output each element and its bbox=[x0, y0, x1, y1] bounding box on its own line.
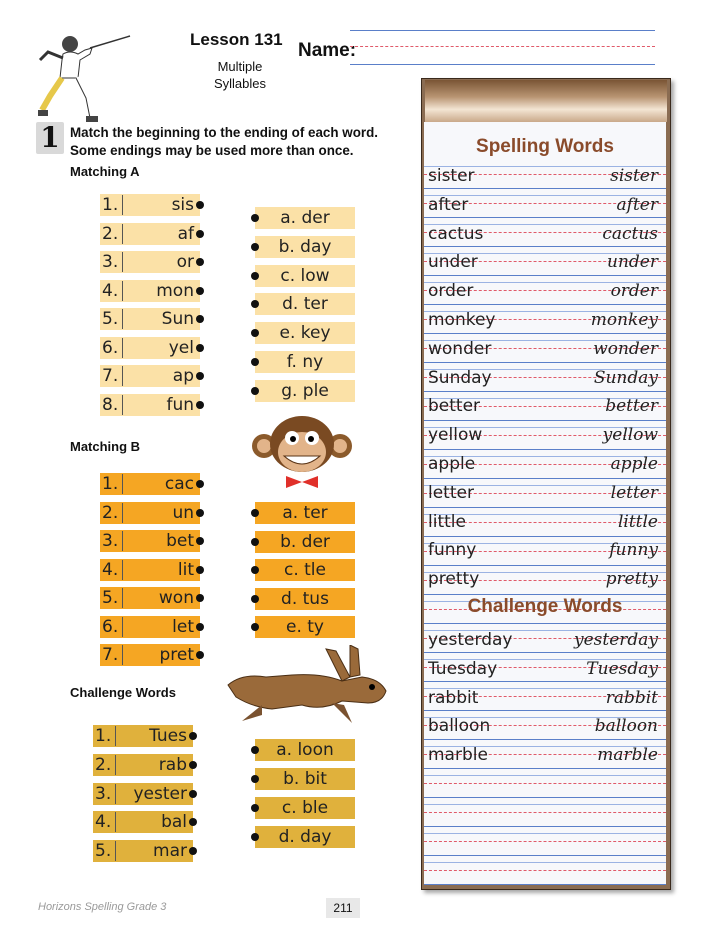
match-dot-icon[interactable] bbox=[189, 790, 197, 798]
match-left-item[interactable] bbox=[100, 337, 200, 359]
spelling-word-print: rabbit bbox=[428, 687, 479, 708]
fencer-illustration bbox=[30, 28, 135, 128]
match-left-item[interactable] bbox=[100, 251, 200, 273]
item-number: 5. bbox=[95, 841, 112, 862]
word-beginning: Tues bbox=[149, 726, 187, 746]
match-left-item[interactable] bbox=[93, 725, 193, 747]
item-number: 5. bbox=[102, 588, 119, 608]
match-dot-icon[interactable] bbox=[196, 537, 204, 545]
match-dot-icon[interactable] bbox=[251, 804, 259, 812]
word-beginning: un bbox=[172, 502, 194, 523]
spelling-word-print: marble bbox=[428, 745, 488, 766]
match-dot-icon[interactable] bbox=[189, 818, 197, 826]
match-right-item[interactable] bbox=[255, 588, 355, 610]
instruction-line2: Some endings may be used more than once. bbox=[70, 143, 354, 158]
word-ending: c. low bbox=[280, 265, 330, 286]
item-number: 7. bbox=[102, 366, 119, 386]
spelling-word-print: funny bbox=[428, 540, 477, 561]
match-right-item[interactable] bbox=[255, 797, 355, 819]
spelling-word-cursive: cactus bbox=[602, 223, 658, 244]
match-dot-icon[interactable] bbox=[251, 329, 259, 337]
match-dot-icon[interactable] bbox=[251, 538, 259, 546]
item-number: 4. bbox=[102, 280, 119, 301]
page-number: 211 bbox=[326, 898, 360, 918]
spelling-word-print: little bbox=[428, 511, 466, 532]
match-dot-icon[interactable] bbox=[251, 595, 259, 603]
match-left-item[interactable] bbox=[100, 616, 200, 638]
item-number: 2. bbox=[102, 223, 119, 244]
match-dot-icon[interactable] bbox=[196, 623, 204, 631]
word-beginning: af bbox=[177, 223, 194, 244]
word-beginning: mar bbox=[153, 841, 187, 862]
match-right-item[interactable] bbox=[255, 207, 355, 229]
match-right-item[interactable] bbox=[255, 559, 355, 581]
spelling-word-print: wonder bbox=[428, 338, 492, 359]
match-dot-icon[interactable] bbox=[251, 272, 259, 280]
word-beginning: pret bbox=[159, 645, 194, 665]
match-right-item[interactable] bbox=[255, 616, 355, 638]
word-beginning: yester bbox=[133, 783, 187, 804]
spelling-word-cursive: Tuesday bbox=[586, 658, 658, 679]
spelling-word-cursive: letter bbox=[610, 482, 658, 503]
spelling-word-cursive: balloon bbox=[594, 716, 658, 737]
word-ending: a. loon bbox=[276, 740, 334, 760]
item-number: 2. bbox=[102, 502, 119, 523]
match-left-item[interactable] bbox=[100, 587, 200, 609]
match-dot-icon[interactable] bbox=[251, 623, 259, 631]
match-dot-icon[interactable] bbox=[189, 732, 197, 740]
word-ending: d. ter bbox=[282, 294, 328, 315]
word-ending: e. key bbox=[279, 323, 331, 344]
item-number: 5. bbox=[102, 309, 119, 329]
item-number: 6. bbox=[102, 337, 119, 358]
word-ending: c. tle bbox=[283, 560, 326, 580]
word-beginning: let bbox=[172, 616, 194, 637]
word-ending: g. ple bbox=[281, 380, 329, 401]
spelling-word-print: monkey bbox=[428, 310, 496, 330]
match-dot-icon[interactable] bbox=[251, 243, 259, 251]
match-dot-icon[interactable] bbox=[196, 651, 204, 659]
word-ending: b. day bbox=[278, 236, 332, 257]
match-dot-icon[interactable] bbox=[251, 566, 259, 574]
scroll-top-roll bbox=[425, 80, 667, 122]
exercise-number: 1 bbox=[36, 122, 64, 154]
spelling-word-cursive: little bbox=[617, 511, 658, 532]
match-right-item[interactable] bbox=[255, 826, 355, 848]
ruled-line bbox=[424, 827, 666, 856]
spelling-word-print: apple bbox=[428, 454, 476, 474]
match-dot-icon[interactable] bbox=[196, 401, 204, 409]
ruled-line bbox=[424, 769, 666, 798]
matching-b-heading: Matching B bbox=[70, 439, 141, 454]
spelling-word-cursive: order bbox=[610, 281, 658, 302]
word-ending: b. der bbox=[280, 531, 330, 552]
match-dot-icon[interactable] bbox=[196, 201, 204, 209]
spelling-word-cursive: apple bbox=[610, 454, 658, 474]
word-beginning: lit bbox=[177, 559, 194, 580]
word-beginning: ap bbox=[172, 366, 194, 386]
match-dot-icon[interactable] bbox=[196, 509, 204, 517]
item-number: 8. bbox=[102, 394, 119, 415]
lesson-subtitle bbox=[205, 58, 275, 92]
match-left-item[interactable] bbox=[100, 223, 200, 245]
word-beginning: fun bbox=[166, 394, 194, 415]
match-left-item[interactable] bbox=[100, 530, 200, 552]
word-beginning: mon bbox=[156, 280, 194, 301]
book-title: Horizons Spelling Grade 3 bbox=[38, 901, 167, 913]
match-dot-icon[interactable] bbox=[251, 300, 259, 308]
name-label: Name: bbox=[298, 40, 357, 61]
match-dot-icon[interactable] bbox=[196, 566, 204, 574]
spelling-word-print: yesterday bbox=[428, 630, 513, 650]
match-right-item[interactable] bbox=[255, 322, 355, 344]
match-dot-icon[interactable] bbox=[189, 761, 197, 769]
match-right-item[interactable] bbox=[255, 739, 355, 761]
spelling-word-cursive: better bbox=[605, 396, 658, 417]
word-beginning: won bbox=[158, 588, 194, 608]
match-dot-icon[interactable] bbox=[251, 833, 259, 841]
item-number: 3. bbox=[95, 783, 112, 804]
match-left-item[interactable] bbox=[100, 365, 200, 387]
word-beginning: bet bbox=[166, 531, 194, 551]
spelling-word-print: after bbox=[428, 194, 469, 215]
word-beginning: or bbox=[176, 252, 194, 272]
spelling-word-print: better bbox=[428, 396, 481, 417]
spelling-word-cursive: yesterday bbox=[573, 630, 658, 650]
match-right-item[interactable] bbox=[255, 293, 355, 315]
match-left-item[interactable] bbox=[100, 280, 200, 302]
match-left-item[interactable] bbox=[100, 394, 200, 416]
item-number: 3. bbox=[102, 252, 119, 272]
word-beginning: rab bbox=[158, 754, 187, 775]
match-dot-icon[interactable] bbox=[251, 746, 259, 754]
match-right-item[interactable] bbox=[255, 502, 355, 524]
match-left-item[interactable] bbox=[93, 840, 193, 862]
word-beginning: sis bbox=[171, 195, 194, 215]
match-dot-icon[interactable] bbox=[251, 509, 259, 517]
item-number: 4. bbox=[102, 559, 119, 580]
name-field[interactable] bbox=[350, 30, 655, 68]
spelling-word-cursive: wonder bbox=[593, 338, 658, 359]
match-right-item[interactable] bbox=[255, 236, 355, 258]
match-left-item[interactable] bbox=[93, 783, 193, 805]
match-left-item[interactable] bbox=[100, 194, 200, 216]
spelling-word-cursive: pretty bbox=[605, 569, 658, 590]
match-left-item[interactable] bbox=[100, 559, 200, 581]
match-dot-icon[interactable] bbox=[196, 258, 204, 266]
matching-a-heading: Matching A bbox=[70, 164, 140, 179]
word-ending: d. tus bbox=[281, 588, 329, 609]
word-beginning: bal bbox=[161, 812, 187, 833]
spelling-word-cursive: sister bbox=[610, 166, 658, 186]
spelling-word-cursive: rabbit bbox=[605, 687, 658, 708]
match-right-item[interactable] bbox=[255, 351, 355, 373]
match-dot-icon[interactable] bbox=[196, 344, 204, 352]
item-number: 2. bbox=[95, 754, 112, 775]
match-left-item[interactable] bbox=[93, 811, 193, 833]
monkey-illustration bbox=[250, 412, 354, 490]
lesson-title: Lesson 131 bbox=[190, 30, 283, 49]
instruction-line1: Match the beginning to the ending of each word. bbox=[70, 125, 378, 140]
match-dot-icon[interactable] bbox=[189, 847, 197, 855]
match-right-item[interactable] bbox=[255, 265, 355, 287]
match-left-item[interactable] bbox=[93, 754, 193, 776]
instructions bbox=[70, 124, 378, 160]
item-number: 7. bbox=[102, 645, 119, 665]
spelling-word-cursive: funny bbox=[609, 540, 658, 561]
challenge-words-title: Challenge Words bbox=[467, 596, 623, 617]
item-number: 4. bbox=[95, 812, 112, 833]
spelling-word-print: Tuesday bbox=[428, 658, 498, 679]
spelling-word-print: Sunday bbox=[428, 367, 492, 388]
item-number: 1. bbox=[102, 474, 119, 494]
word-beginning: cac bbox=[164, 474, 194, 494]
match-dot-icon[interactable] bbox=[251, 387, 259, 395]
ruled-line bbox=[424, 856, 666, 885]
match-dot-icon[interactable] bbox=[196, 594, 204, 602]
item-number: 1. bbox=[102, 195, 119, 215]
word-ending: a. der bbox=[280, 208, 330, 228]
match-dot-icon[interactable] bbox=[251, 214, 259, 222]
challenge-heading: Challenge Words bbox=[70, 685, 176, 700]
match-left-item[interactable] bbox=[100, 308, 200, 330]
spelling-word-print: order bbox=[428, 281, 474, 302]
match-dot-icon[interactable] bbox=[251, 775, 259, 783]
lesson-subtitle-line2: Syllables bbox=[213, 76, 267, 91]
word-ending: a. ter bbox=[282, 503, 328, 523]
spelling-word-print: cactus bbox=[428, 223, 484, 244]
lesson-subtitle-line1: Multiple bbox=[217, 59, 263, 74]
spelling-paper bbox=[424, 122, 666, 884]
spelling-word-cursive: marble bbox=[597, 745, 658, 766]
spelling-word-cursive: after bbox=[616, 194, 658, 215]
match-dot-icon[interactable] bbox=[196, 480, 204, 488]
match-dot-icon[interactable] bbox=[196, 315, 204, 323]
spelling-words-title: Spelling Words bbox=[476, 136, 614, 157]
word-beginning: yel bbox=[168, 337, 194, 358]
word-ending: c. ble bbox=[281, 798, 329, 818]
spelling-word-print: yellow bbox=[428, 425, 483, 446]
match-right-item[interactable] bbox=[255, 380, 355, 402]
spelling-word-print: under bbox=[428, 252, 478, 273]
match-dot-icon[interactable] bbox=[196, 287, 204, 295]
match-left-item[interactable] bbox=[100, 473, 200, 495]
match-dot-icon[interactable] bbox=[196, 230, 204, 238]
match-right-item[interactable] bbox=[255, 531, 355, 553]
spelling-word-cursive: under bbox=[607, 252, 658, 273]
match-left-item[interactable] bbox=[100, 644, 200, 666]
word-ending: b. bit bbox=[283, 769, 327, 789]
match-dot-icon[interactable] bbox=[196, 372, 204, 380]
item-number: 6. bbox=[102, 616, 119, 637]
item-number: 1. bbox=[95, 726, 112, 746]
word-ending: f. ny bbox=[286, 352, 324, 372]
spelling-word-cursive: Sunday bbox=[593, 367, 658, 388]
match-left-item[interactable] bbox=[100, 502, 200, 524]
spelling-word-print: pretty bbox=[428, 569, 480, 590]
word-ending: e. ty bbox=[286, 617, 324, 637]
spelling-word-print: sister bbox=[428, 166, 475, 186]
spelling-word-cursive: yellow bbox=[602, 425, 658, 446]
match-dot-icon[interactable] bbox=[251, 358, 259, 366]
word-ending: d. day bbox=[278, 827, 332, 847]
spelling-word-print: balloon bbox=[428, 716, 491, 737]
item-number: 3. bbox=[102, 531, 119, 551]
spelling-word-print: letter bbox=[428, 482, 474, 503]
spelling-word-cursive: monkey bbox=[590, 310, 658, 330]
match-right-item[interactable] bbox=[255, 768, 355, 790]
rabbit-illustration bbox=[222, 645, 398, 725]
word-beginning: Sun bbox=[161, 309, 194, 329]
ruled-line bbox=[424, 798, 666, 827]
